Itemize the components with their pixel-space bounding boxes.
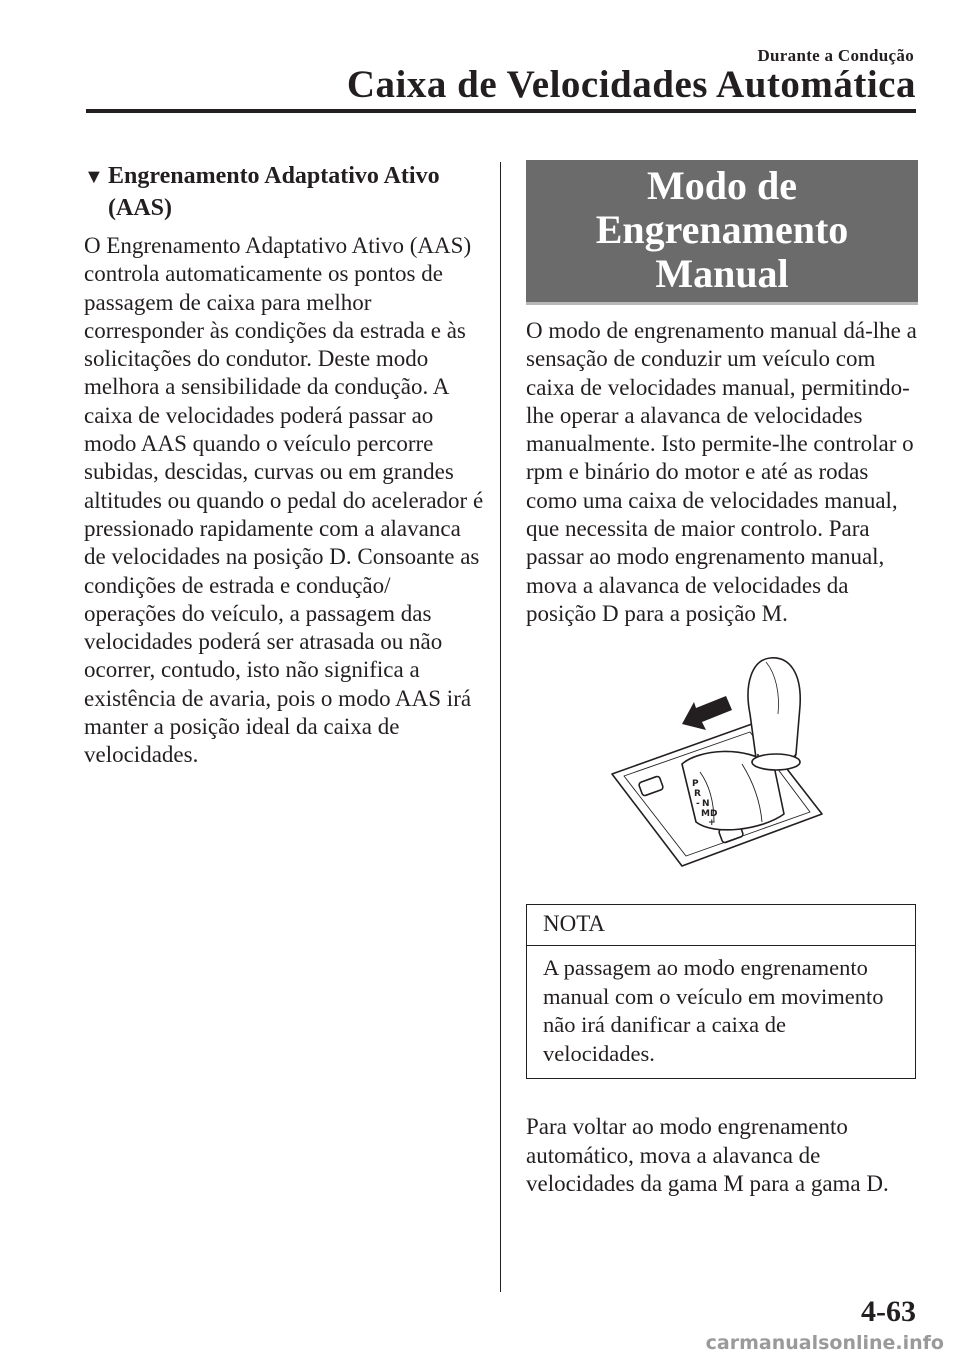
- gear-label-m: M: [701, 809, 710, 820]
- gear-shifter-illustration: [602, 654, 842, 882]
- aas-heading-text: Engrenamento Adaptativo Ativo (AAS): [108, 163, 440, 221]
- return-to-auto-paragraph: Para voltar ao modo engrenamento automático, mova a alavanca de velocidades da gama M para a gama D.: [526, 1114, 889, 1196]
- header-rule: [86, 109, 916, 113]
- aas-paragraph: O Engrenamento Adaptativo Ativo (AAS) controla automaticamente os pontos de passagem de caixa para melhor corresponder às condições da estrada e às solicitações do condutor. Deste modo melhora a sensibilidade da condução. A caixa de velocidades poderá passar ao modo AAS quando o veículo percorre subidas, descidas, curvas ou em grandes altitudes ou quando o pedal do acelerador é pressionado rapidamente com a alavanca de velocidades na posição D. Consoante as condições de estrada e condução/ operações do veículo, a passagem das velocidades poderá ser atrasada ou não ocorrer, contudo, isto não significa a existência de avaria, pois o modo AAS irá manter a posição ideal da caixa de velocidades.: [84, 233, 484, 768]
- note-title: NOTA: [527, 905, 915, 946]
- arrow-left-icon: [682, 696, 732, 730]
- section-label: Durante a Condução: [757, 46, 914, 65]
- watermark: carmanualsonline.info: [705, 1332, 944, 1354]
- column-divider: [500, 162, 501, 1292]
- page-number: 4-63: [861, 1295, 916, 1328]
- note-box: [526, 904, 916, 1079]
- console-button-icon: [638, 776, 663, 797]
- chapter-title: Caixa de Velocidades Automática: [346, 63, 916, 106]
- left-column: [84, 160, 488, 770]
- gear-label-r: R: [694, 789, 701, 800]
- right-column: [526, 160, 918, 1198]
- gear-label-n: N: [702, 799, 710, 810]
- gear-label-minus: -: [696, 799, 700, 810]
- aas-heading: [84, 160, 488, 224]
- shifter-knob: [748, 658, 800, 765]
- triangle-bullet-icon: ▼: [84, 166, 104, 188]
- gear-label-plus: +: [708, 818, 716, 829]
- manual-mode-intro: O modo de engrenamento manual dá-lhe a sensação de conduzir um veículo com caixa de velocidades manual, permitindo-lhe operar a alavanca de velocidades manualmente. Isto permite-lhe controlar o rpm e binário do motor e até as rodas como uma caixa de velocidades manual, que necessita de maior controlo. Para passar ao modo engrenamento manual, mova a alavanca de velocidades da posição D para a posição M.: [526, 318, 917, 626]
- manual-mode-banner: Modo de Engrenamento Manual: [526, 160, 918, 305]
- gear-label-p: P: [692, 779, 699, 790]
- note-text: A passagem ao modo engrenamento manual com o veículo em movimento não irá danificar a caixa de velocidades.: [543, 955, 884, 1066]
- gear-label-d: D: [710, 809, 718, 820]
